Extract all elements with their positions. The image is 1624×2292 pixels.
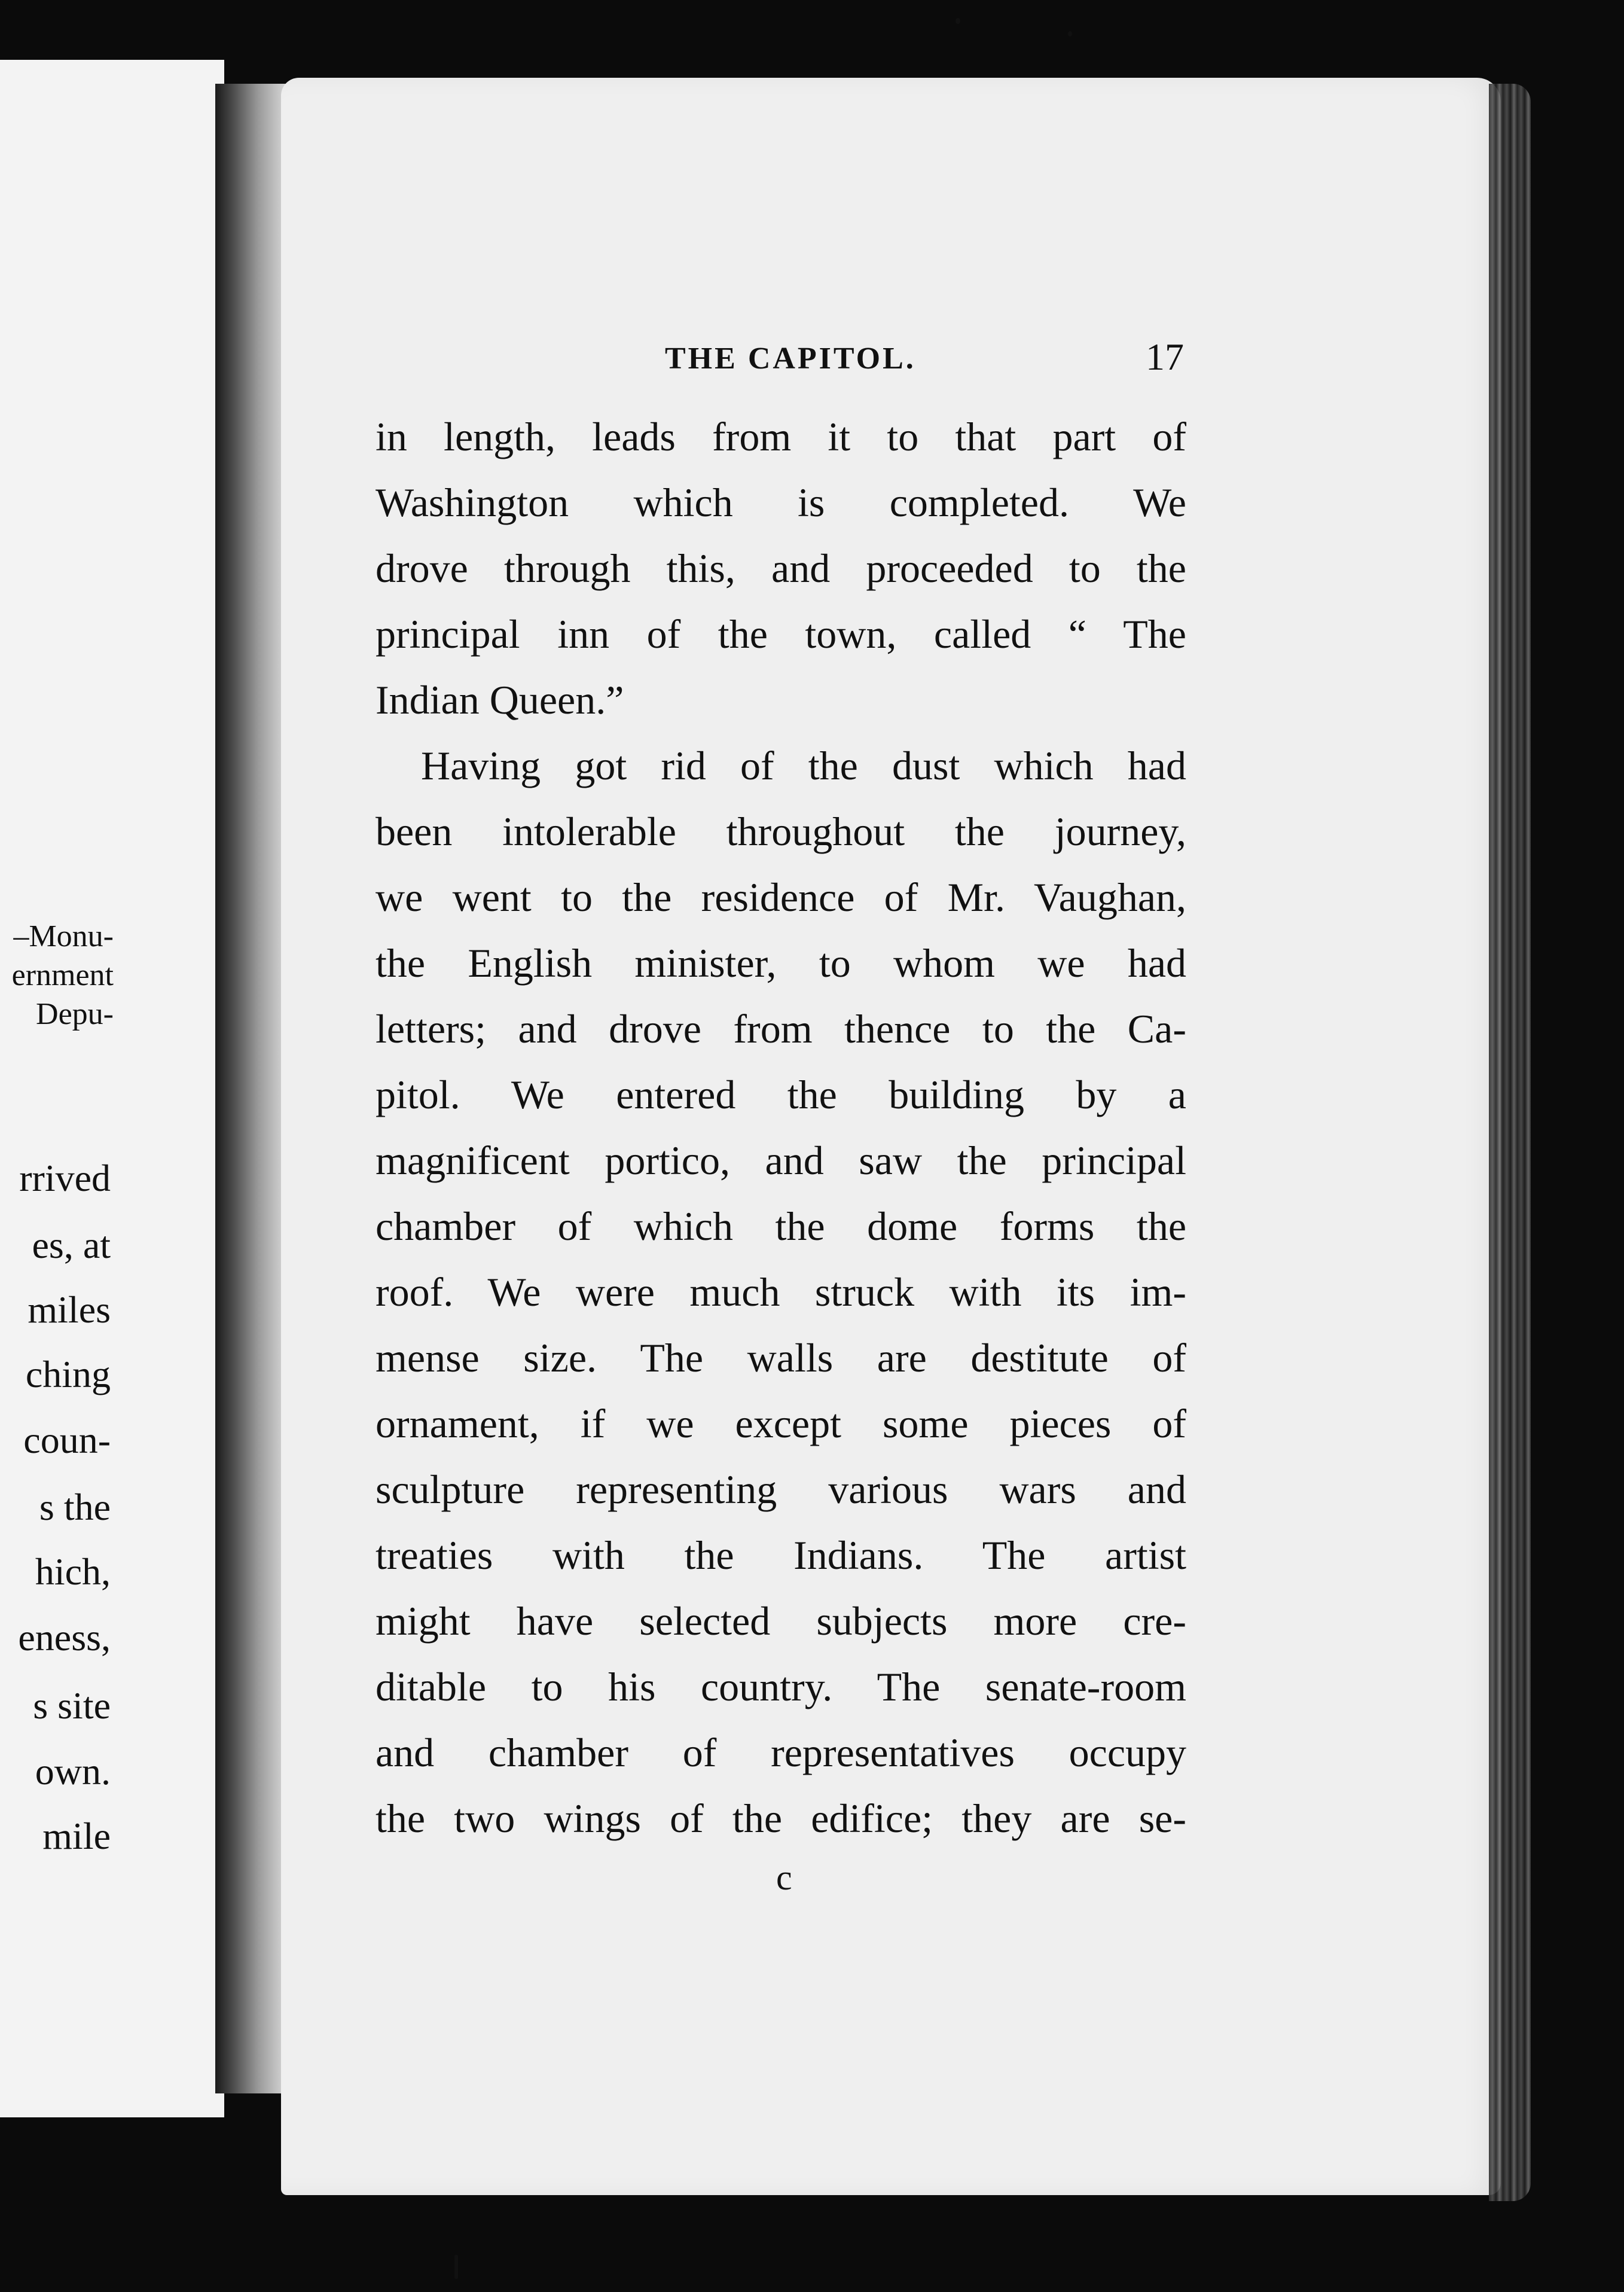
text-line: treaties with the Indians. The artist <box>376 1532 1186 1578</box>
text-line: ditable to his country. The senate-room <box>376 1664 1186 1709</box>
left-page-fragment: miles <box>28 1288 111 1331</box>
text-line: the English minister, to whom we had <box>376 940 1186 986</box>
left-page-fragment: ching <box>25 1353 111 1395</box>
text-line: principal inn of the town, called “ The <box>376 611 1186 657</box>
text-line: ornament, if we except some pieces of <box>376 1401 1186 1446</box>
text-line: Indian Queen.” <box>376 677 624 723</box>
text-line: and chamber of representatives occupy <box>376 1730 1186 1775</box>
book-fore-edge <box>1489 84 1531 2201</box>
text-line: been intolerable throughout the journey, <box>376 809 1186 854</box>
left-page-fragment: s site <box>33 1684 111 1727</box>
page-number: 17 <box>1146 336 1184 378</box>
text-line: drove through this, and proceeded to the <box>376 545 1186 591</box>
body-text <box>376 404 1186 1851</box>
left-page-fragment: –Monu- <box>13 919 114 953</box>
scan-speck <box>1068 31 1072 36</box>
text-line: sculpture representing various wars and <box>376 1467 1186 1512</box>
scan-speck <box>956 18 960 24</box>
left-page-fragment: ernment <box>11 958 114 992</box>
text-line: letters; and drove from thence to the Ca- <box>376 1006 1186 1051</box>
left-page-fragment: s the <box>39 1486 111 1528</box>
text-line: in length, leads from it to that part of <box>376 414 1186 459</box>
text-line: roof. We were much struck with its im- <box>376 1269 1186 1315</box>
running-head: THE CAPITOL. <box>665 342 916 376</box>
left-facing-page <box>0 60 224 2117</box>
text-line: Having got rid of the dust which had <box>421 743 1186 788</box>
left-page-fragment: own. <box>35 1750 111 1793</box>
text-line: chamber of which the dome forms the <box>376 1203 1186 1249</box>
left-page-fragment: mile <box>42 1815 111 1857</box>
text-line: magnificent portico, and saw the principal <box>376 1138 1186 1183</box>
left-page-fragment: coun- <box>23 1419 111 1461</box>
left-page-fragment: rrived <box>19 1157 111 1199</box>
text-line: the two wings of the edifice; they are se- <box>376 1796 1186 1841</box>
left-page-fragment: Depu- <box>36 997 114 1031</box>
left-page-fragment: es, at <box>32 1224 111 1266</box>
text-line: we went to the residence of Mr. Vaughan, <box>376 874 1186 920</box>
text-line: pitol. We entered the building by a <box>376 1072 1186 1117</box>
signature-mark: c <box>776 1858 792 1897</box>
text-line: might have selected subjects more cre- <box>376 1598 1186 1644</box>
scan-speck <box>454 2255 458 2279</box>
left-page-fragment: hich, <box>35 1550 111 1593</box>
text-line: mense size. The walls are destitute of <box>376 1335 1186 1380</box>
left-page-fragment: eness, <box>18 1616 111 1659</box>
text-line: Washington which is completed. We <box>376 480 1186 525</box>
